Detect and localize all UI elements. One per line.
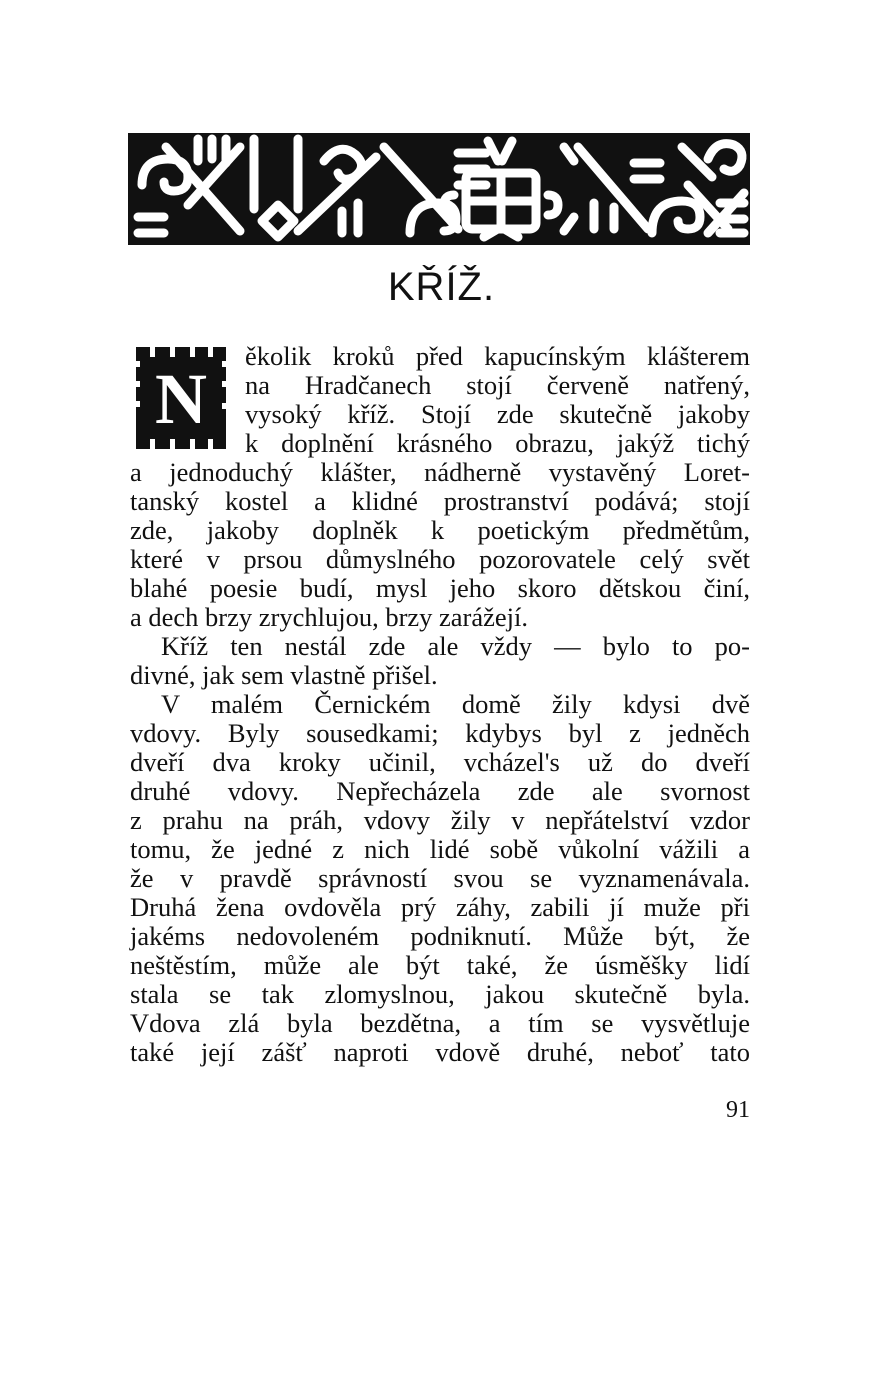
text-line: Kříž ten nestál zde ale vždy — bylo to po- xyxy=(161,631,750,661)
text-line: a dech brzy zrychlujou, brzy zarážejí. xyxy=(130,602,529,632)
text-line: vdovy. Byly sousedkami; kdybys byl z jedněch xyxy=(130,718,750,748)
text-line: zde, jakoby doplněk k poetickým předmětům, xyxy=(130,515,750,545)
text-line: neštěstím, může ale být také, že úsměšky lidí xyxy=(130,950,750,980)
text-line: vysoký kříž. Stojí zde skutečně jakoby xyxy=(245,399,750,429)
page-number: 91 xyxy=(726,1097,750,1123)
text-line: a jednoduchý klášter, nádherně vystavěný Loret- xyxy=(130,457,750,487)
text-line: na Hradčanech stojí červeně natřený, xyxy=(245,370,750,400)
text-line: Vdova zlá byla bezdětna, a tím se vysvětluje xyxy=(130,1008,750,1038)
text-line: blahé poesie budí, mysl jeho skoro dětskou činí, xyxy=(130,573,750,603)
text-line: V malém Černickém domě žily kdysi dvě xyxy=(161,689,750,719)
drop-cap-initial xyxy=(130,341,232,455)
text-line: druhé vdovy. Nepřecházela zde ale svornost xyxy=(130,776,750,806)
text-line: k doplnění krásného obrazu, jakýž tichý xyxy=(245,428,750,458)
text-line: stala se tak zlomyslnou, jakou skutečně byla. xyxy=(130,979,750,1009)
text-line: Druhá žena ovdověla prý záhy, zabili jí muže při xyxy=(130,892,750,922)
text-line: jakéms nedovoleném podniknutí. Může být, že xyxy=(130,921,750,951)
text-line: z prahu na práh, vdovy žily v nepřátelství vzdor xyxy=(130,805,750,835)
text-line: také její zášť naproti vdově druhé, neboť tato xyxy=(130,1037,750,1067)
text-line: že v pravdě správností svou se vyznamenávala. xyxy=(130,863,750,893)
text-line: tanský kostel a klidné prostranství podává; stojí xyxy=(130,486,750,516)
text-line: ěkolik kroků před kapucínským klášterem xyxy=(245,341,750,371)
text-line: divné, jak sem vlastně přišel. xyxy=(130,660,438,690)
header-ornament xyxy=(128,133,750,245)
drop-cap-letter: N xyxy=(155,359,207,439)
text-line: dveří dva kroky učinil, vcházel's už do dveří xyxy=(130,747,750,777)
chapter-title: KŘÍŽ. xyxy=(387,265,496,309)
text-line: tomu, že jedné z nich lidé sobě vůkolní vážili a xyxy=(130,834,750,864)
text-line: které v prsou důmyslného pozorovatele celý svět xyxy=(130,544,750,574)
